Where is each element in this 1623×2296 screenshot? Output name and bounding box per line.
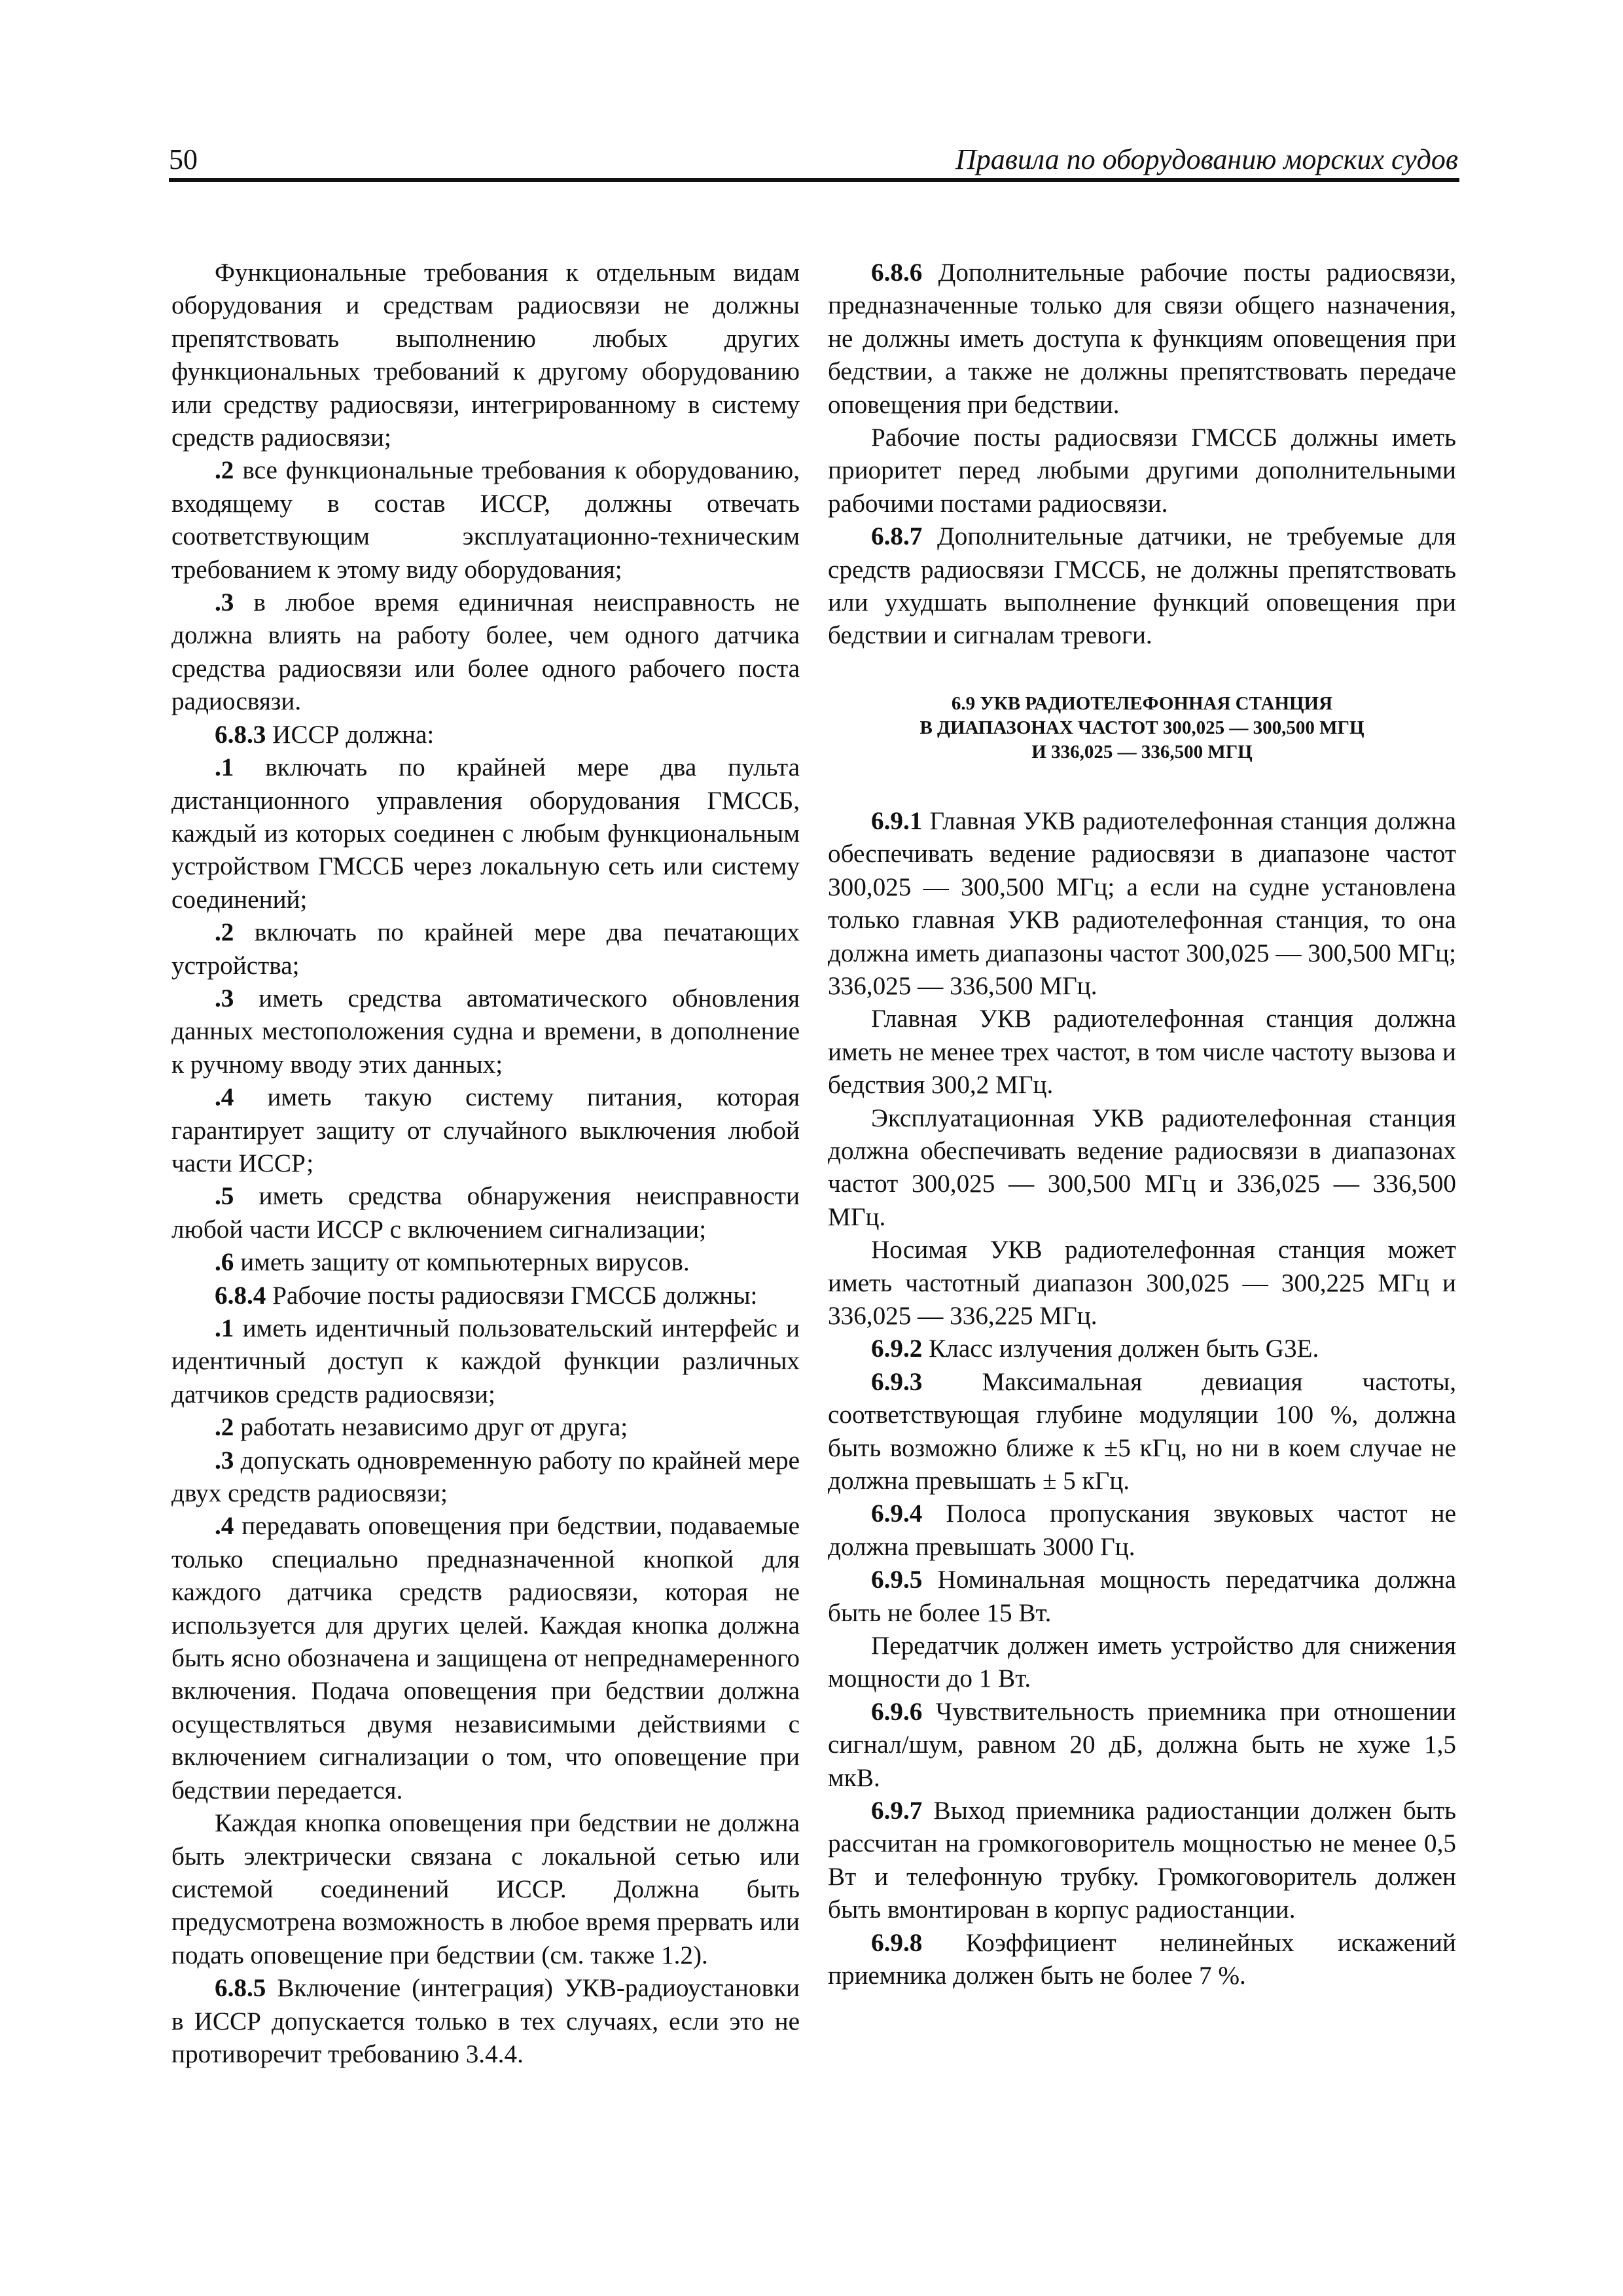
paragraph-text: иметь идентичный пользовательский интерфейс и идентичный доступ к каждой функции различных датчиков средств радиосвязи;: [171, 1314, 800, 1408]
paragraph: [828, 805, 1456, 1003]
paragraph-text: все функциональные требования к оборудованию, входящему в состав ИССР, должны отвечать соответствующим эксплуатационно-техническим требованием к этому виду оборудования;: [171, 456, 800, 584]
paragraph-text: передавать оповещения при бедствии, подаваемые только специально предназначенной кнопкой для каждого датчика средств радиосвязи, которая не используется для других целей. Каждая кнопка должна быть ясно обозначена и защищена от непреднамеренного включения. Подача оповещения при бедствии должна осуществляться двумя независимыми действиями с включением сигнализации о том, что оповещение при бедствии передается.: [171, 1512, 800, 1804]
paragraph-text: Номинальная мощность передатчика должна быть не более 15 Вт.: [828, 1566, 1456, 1627]
clause-number: 6.9.2: [871, 1335, 923, 1363]
paragraph-text: в любое время единичная неисправность не должна влиять на работу более, чем одного датчика средства радиосвязи или более одного рабочего поста радиосвязи.: [171, 588, 800, 716]
clause-number: 6.9.3: [871, 1367, 923, 1396]
paragraph: [171, 586, 800, 719]
paragraph-text: Дополнительные рабочие посты радиосвязи, предназначенные только для связи общего назначения, не должны иметь доступа к функциям оповещения при бедствии, а также не должны препятствовать передаче оповещения при бедствии.: [828, 259, 1456, 419]
paragraph-text: иметь такую систему питания, которая гарантирует защиту от случайного выключения любой части ИССР;: [171, 1083, 800, 1177]
section-title-line: В ДИАПАЗОНАХ ЧАСТОТ 300,025 — 300,500 МГЦ: [919, 717, 1364, 738]
running-title: Правила по оборудованию морских судов: [955, 143, 1458, 175]
paragraph: [171, 1444, 800, 1511]
clause-number: 6.8.3: [215, 720, 266, 749]
clause-number: 6.8.7: [871, 522, 923, 551]
paragraph: [171, 751, 800, 916]
paragraph-text: включать по крайней мере два пульта дистанционного управления оборудования ГМССБ, каждый из которых соединен с любым функциональным устройством ГМССБ через локальную сеть или систему соединений;: [171, 753, 800, 914]
right-column-bottom: [828, 805, 1456, 1993]
paragraph: [171, 1411, 800, 1444]
paragraph: [828, 1333, 1456, 1365]
paragraph-text: работать независимо друг от друга;: [234, 1413, 628, 1442]
paragraph: [171, 719, 800, 751]
paragraph: [171, 1972, 800, 2071]
clause-number: .6: [215, 1248, 234, 1277]
paragraph-text: Функциональные требования к отдельным видам оборудования и средствам радиосвязи не должны препятствовать выполнению любых других функциональных требований к другому оборудованию или средству радиосвязи, интегрированному в систему средств радиосвязи;: [171, 259, 800, 452]
paragraph: [828, 1630, 1456, 1696]
clause-number: .5: [215, 1182, 234, 1211]
paragraph: [828, 520, 1456, 653]
clause-number: .3: [215, 1446, 234, 1475]
paragraph-text: ИССР должна:: [266, 720, 435, 749]
paragraph: [828, 1234, 1456, 1333]
paragraph: [171, 1081, 800, 1180]
paragraph-text: Класс излучения должен быть G3E.: [922, 1335, 1319, 1363]
paragraph: [171, 1180, 800, 1246]
clause-number: 6.9.5: [871, 1566, 923, 1594]
clause-number: .2: [215, 1413, 234, 1442]
paragraph: [828, 1366, 1456, 1498]
paragraph: [171, 1510, 800, 1807]
paragraph: [828, 1927, 1456, 1993]
paragraph: [171, 982, 800, 1081]
section-title-line: И 336,025 — 336,500 МГЦ: [1031, 741, 1253, 762]
paragraph: [828, 257, 1456, 422]
paragraph: [828, 1102, 1456, 1234]
clause-number: .1: [215, 753, 234, 782]
paragraph-text: Коэффициент нелинейных искажений приемника должен быть не более 7 %.: [828, 1928, 1456, 1990]
right-column-top: [828, 257, 1456, 653]
clause-number: .2: [215, 456, 234, 485]
left-column: [171, 257, 800, 2071]
paragraph-text: Полоса пропускания звуковых частот не должна превышать 3000 Гц.: [828, 1499, 1456, 1561]
paragraph: [828, 422, 1456, 520]
paragraph-text: Каждая кнопка оповещения при бедствии не должна быть электрически связана с локальной сетью или системой соединений ИССР. Должна быть предусмотрена возможность в любое время прервать или подать оповещение при бедствии (см. также 1.2).: [171, 1809, 800, 1969]
paragraph-text: иметь средства обнаружения неисправности любой части ИССР с включением сигнализации;: [171, 1182, 800, 1244]
paragraph: [171, 916, 800, 982]
clause-number: 6.9.1: [871, 806, 923, 835]
paragraph-text: Передатчик должен иметь устройство для снижения мощности до 1 Вт.: [828, 1632, 1456, 1693]
paragraph-text: Включение (интеграция) УКВ-радиоустановки в ИССР допускается только в тех случаях, если это не противоречит требованию 3.4.4.: [171, 1974, 800, 2068]
clause-number: 6.9.6: [871, 1697, 923, 1726]
paragraph-text: Максимальная девиация частоты, соответствующая глубине модуляции 100 %, должна быть возможно ближе к ±5 кГц, но ни в коем случае не должна превышать ± 5 кГц.: [828, 1367, 1456, 1495]
paragraph: [828, 1696, 1456, 1795]
clause-number: 6.9.8: [871, 1928, 923, 1957]
paragraph: [171, 257, 800, 454]
header-rule: [169, 178, 1459, 182]
right-column: [828, 257, 1456, 1993]
paragraph: [171, 1280, 800, 1312]
paragraph: [828, 1498, 1456, 1564]
page-header: [169, 143, 1458, 179]
paragraph-text: Дополнительные датчики, не требуемые для средств радиосвязи ГМССБ, не должны препятствовать или ухудшать выполнение функций оповещения при бедствии и сигналам тревоги.: [828, 522, 1456, 650]
section-title-line: 6.9 УКВ РАДИОТЕЛЕФОННАЯ СТАНЦИЯ: [951, 692, 1333, 714]
paragraph: [171, 1312, 800, 1411]
clause-number: .2: [215, 918, 234, 947]
paragraph: [828, 1564, 1456, 1630]
paragraph: [171, 1807, 800, 1972]
clause-number: 6.9.4: [871, 1499, 923, 1528]
clause-number: 6.9.7: [871, 1797, 923, 1825]
section-title: [828, 692, 1456, 764]
paragraph-text: Носимая УКВ радиотелефонная станция может иметь частотный диапазон 300,025 — 300,225 МГц и 336,025 — 336,225 МГц.: [828, 1236, 1456, 1330]
paragraph-text: допускать одновременную работу по крайней мере двух средств радиосвязи;: [171, 1446, 800, 1508]
paragraph-text: Главная УКВ радиотелефонная станция должна иметь не менее трех частот, в том числе частоту вызова и бедствия 300,2 МГц.: [828, 1005, 1456, 1100]
paragraph-text: иметь защиту от компьютерных вирусов.: [234, 1248, 690, 1277]
paragraph-text: Выход приемника радиостанции должен быть рассчитан на громкоговоритель мощностью не менее 0,5 Вт и телефонную трубку. Громкоговоритель должен быть вмонтирован в корпус радиостанции.: [828, 1797, 1456, 1924]
paragraph: [171, 454, 800, 586]
clause-number: 6.8.5: [215, 1974, 266, 2003]
paragraph-text: включать по крайней мере два печатающих устройства;: [171, 918, 800, 980]
clause-number: .4: [215, 1083, 234, 1112]
clause-number: .1: [215, 1314, 234, 1342]
paragraph-text: Чувствительность приемника при отношении сигнал/шум, равном 20 дБ, должна быть не хуже 1,5 мкВ.: [828, 1697, 1456, 1792]
paragraph-text: иметь средства автоматического обновления данных местоположения судна и времени, в дополнение к ручному вводу этих данных;: [171, 984, 800, 1079]
paragraph-text: Главная УКВ радиотелефонная станция должна обеспечивать ведение радиосвязи в диапазоне частот 300,025 — 300,500 МГц; а если на судне установлена только главная УКВ радиотелефонная станция, то она должна иметь диапазоны частот 300,025 — 300,500 МГц; 336,025 — 336,500 МГц.: [828, 806, 1456, 1000]
clause-number: .3: [215, 984, 234, 1013]
paragraph: [828, 1795, 1456, 1927]
clause-number: .3: [215, 588, 234, 617]
paragraph: [828, 1003, 1456, 1102]
clause-number: 6.8.6: [871, 259, 923, 287]
clause-number: 6.8.4: [215, 1281, 266, 1310]
paragraph-text: Рабочие посты радиосвязи ГМССБ должны:: [266, 1281, 758, 1310]
paragraph-text: Эксплуатационная УКВ радиотелефонная станция должна обеспечивать ведение радиосвязи в диапазонах частот 300,025 — 300,500 МГц и 336,025 — 336,500 МГц.: [828, 1103, 1456, 1231]
paragraph-text: Рабочие посты радиосвязи ГМССБ должны иметь приоритет перед любыми другими дополнительными рабочими постами радиосвязи.: [828, 423, 1456, 518]
paragraph: [171, 1246, 800, 1279]
clause-number: .4: [215, 1512, 234, 1541]
page-number: 50: [169, 143, 198, 175]
